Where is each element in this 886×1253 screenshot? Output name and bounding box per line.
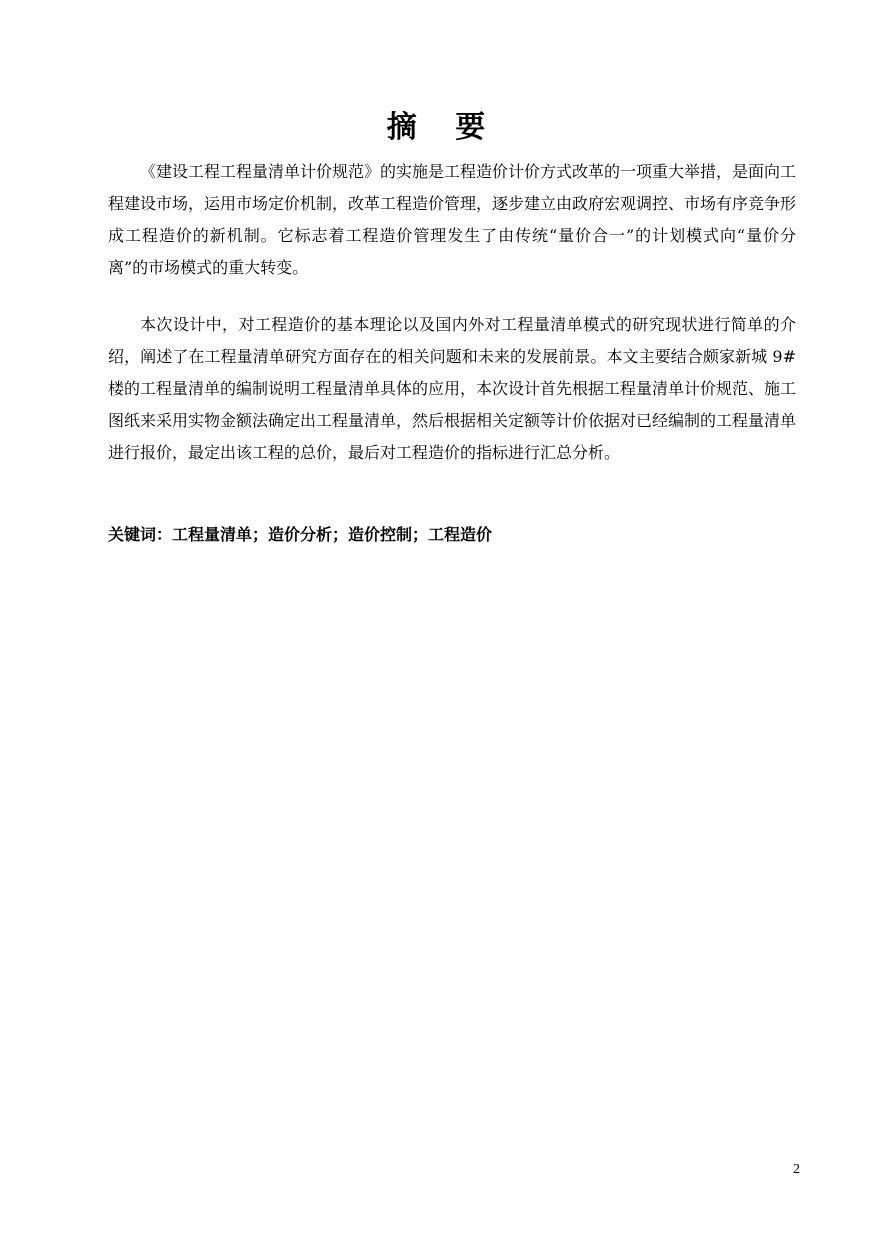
page-number: 2	[793, 1162, 800, 1177]
abstract-title: 摘 要	[386, 110, 500, 145]
keywords-line: 关键词：工程量清单；造价分析；造价控制；工程造价	[108, 525, 493, 544]
abstract-paragraph-1: 《建设工程工程量清单计价规范》的实施是工程造价计价方式改革的一项重大举措，是面向工程建设市场，运用市场定价机制，改革工程造价管理，逐步建立由政府宏观调控、市场有序竞争形成工程造价的新机制。它标志着工程造价管理发生了由传统“量价合一”的计划模式向“量价分离”的市场模式的重大转变。	[108, 162, 797, 277]
abstract-paragraph-2: 本次设计中，对工程造价的基本理论以及国内外对工程量清单模式的研究现状进行简单的介绍，阐述了在工程量清单研究方面存在的相关问题和未来的发展前景。本文主要结合颇家新城 9#楼的工程量清单的编制说明工程量清单具体的应用，本次设计首先根据工程量清单计价规范、施工图纸来采用实物金额法确定出工程量清单，然后根据相关定额等计价依据对已经编制的工程量清单进行报价，最定出该工程的总价，最后对工程造价的指标进行汇总分析。	[108, 315, 797, 462]
